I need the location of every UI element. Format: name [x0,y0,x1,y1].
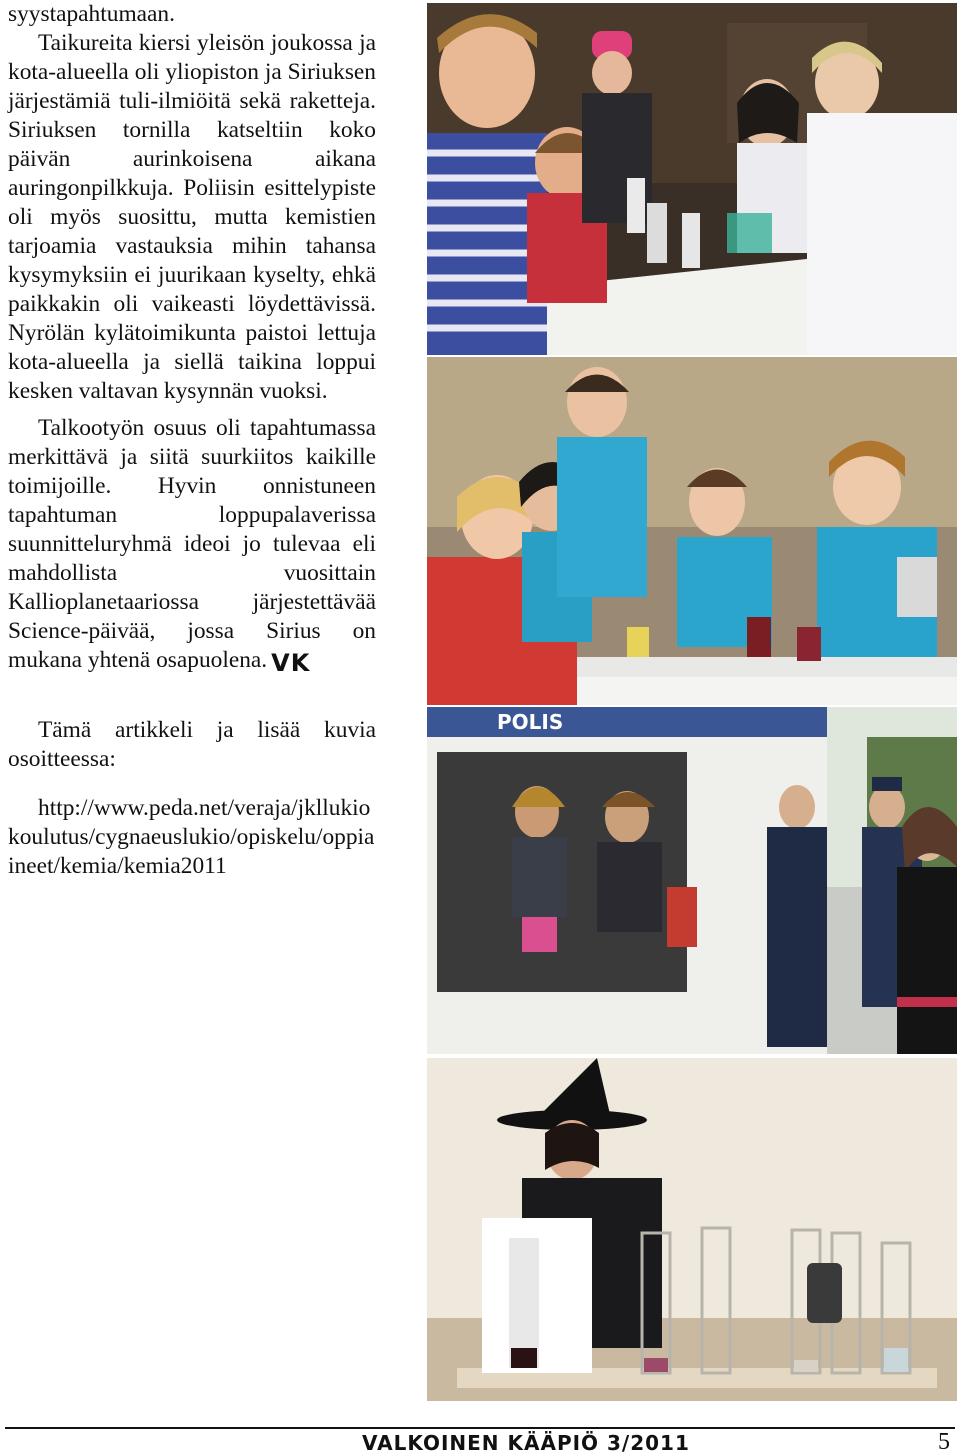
article-paragraph-2: Taikureita kiersi yleisön joukossa ja kota-alueella oli yliopiston ja Siriuksen järjestämiä tuli-ilmiöitä sekä raketteja. Siriuksen tornilla katseltiin koko päivän aurinkoisena aikana auringonpilkkuja. Poliisin esittelypiste oli myös suosittu, mutta kemistien tarjoamia vastauksia mihin tahansa kysymyksiin ei juurikaan kyselty, ehkä paikkakin oli vaikeasti löydettävissä. Nyrölän kylätoimikunta paistoi lettuja kota-alueella ja siellä taikina loppui kesken valtavan kysynnän vuoksi. [8,30,376,404]
article-paragraph-1: syystapahtumaan. [8,1,175,27]
van-label: POLIS [497,710,564,734]
photo-police-van [427,707,957,1054]
article-paragraph-3-text: Talkootyön osuus oli tapahtumassa merkittävä ja siitä suurkiitos kaikille toimijoille. Hyvin onnistuneen tapahtuman loppupalaverissa suunnitteluryhmä ideoi jo tulevaa eli mahdollista vuosittain Kallioplanetaariossa järjestettävää Science-päivää, jossa Sirius on mukana yhtenä osapuolena. [8,415,376,673]
footer-divider [5,1427,955,1429]
link-intro: Tämä artikkeli ja lisää kuvia osoitteessa: [8,717,376,772]
photo-chemistry-demo-teens [427,357,957,705]
article-link[interactable]: http://www.peda.net/veraja/jkllukiokoulutus/cygnaeuslukio/opiskelu/oppiaineet/kemia/kemia2011 [8,795,375,879]
photo-witch-demo [427,1058,957,1401]
article-paragraph-3 [8,414,376,678]
magazine-title: VALKOINEN KÄÄPIÖ 3/2011 [362,1431,690,1455]
author-signature: VK [271,649,311,677]
article-body [8,0,376,881]
photo-chemistry-demo-kids [427,3,957,355]
page-number: 5 [938,1429,950,1455]
